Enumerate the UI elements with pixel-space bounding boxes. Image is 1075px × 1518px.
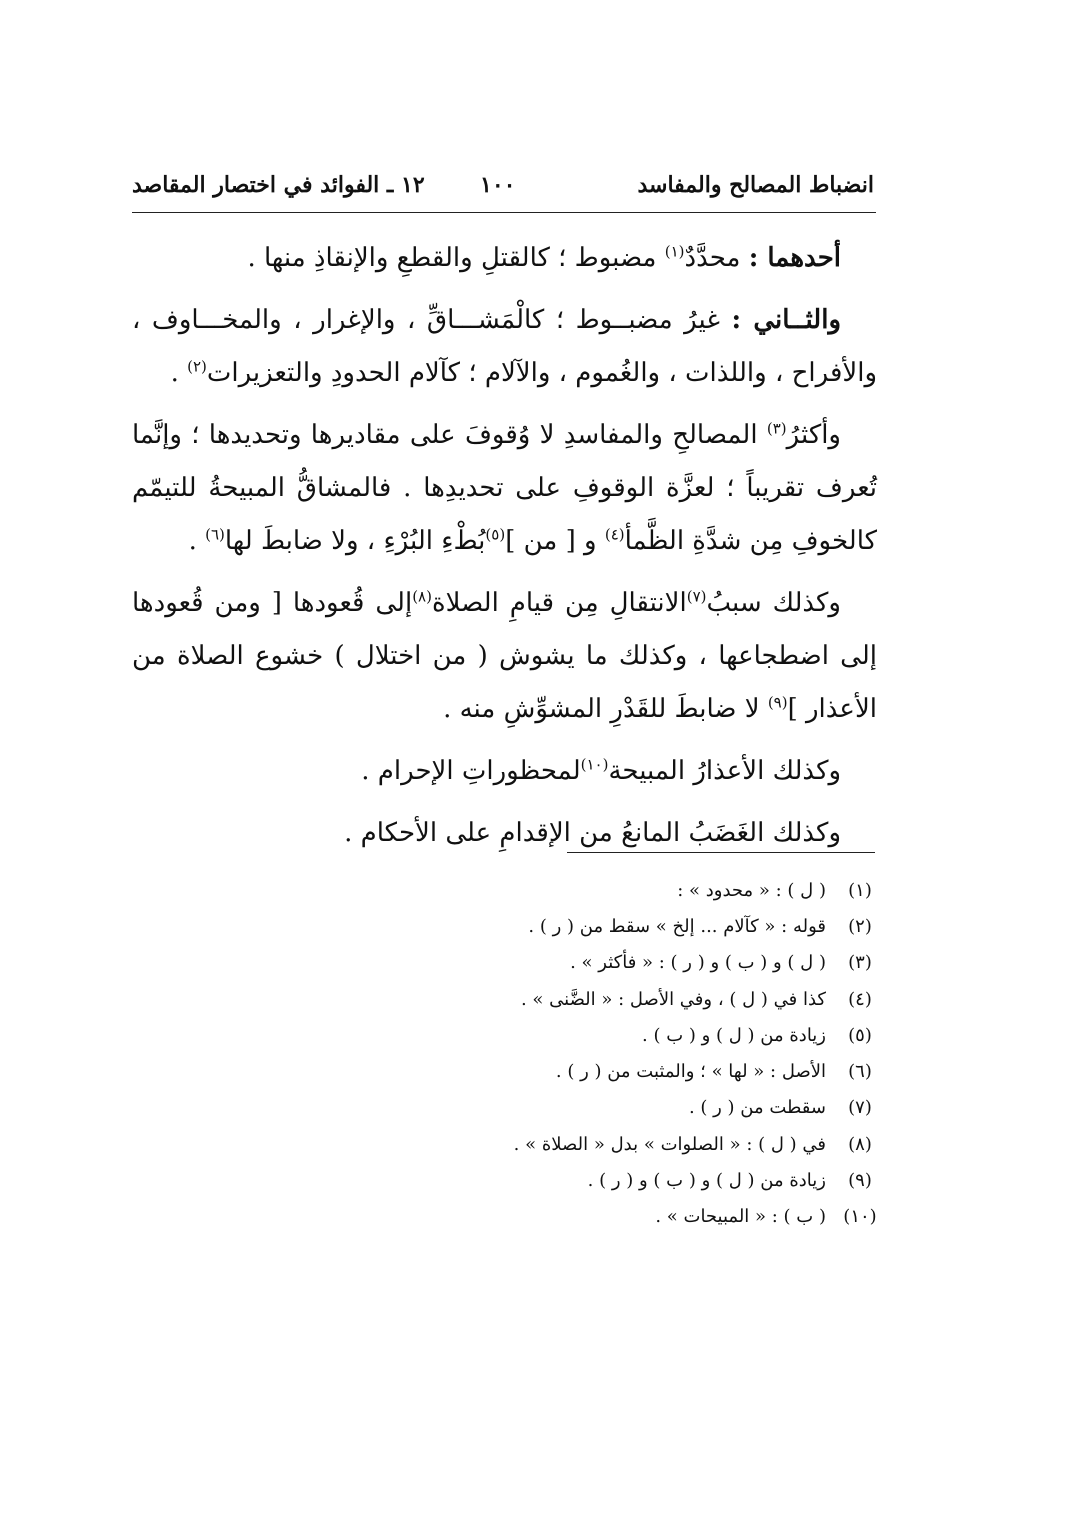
footnote-ref[interactable]: (٧) (686, 587, 707, 606)
paragraph-4: وكذلك سببُ$^{(٧)}$الانتقالِ مِن قيامِ الصلاة$^{(٨)}$إلى قُعودها [ ومن قُعودها إلى اضطجاعها ، وكذلك ما يشوش ( من اختلال ) خشوع الصلاة من الأعذار ]$^{(٩)}$ لا ضابطَ للقَدْرِ المشوِّشِ منه . (132, 587, 877, 724)
footnote-text: في ( ل ) : « الصلوات » بدل « الصلاة » . (513, 1133, 826, 1155)
page-number: ١٠٠ (480, 172, 516, 198)
footnote-number: (٧) (848, 1097, 872, 1119)
paragraph-1: أحدهما : محدَّدٌ$^{(١)}$ مضبوط ؛ كالقتلِ والقطعِ والإنقاذِ منها . (247, 242, 841, 273)
footnote-ref[interactable]: (٤) (604, 525, 625, 544)
footnote-number: (٤) (848, 988, 872, 1010)
footnote-ref[interactable]: (٨) (412, 587, 432, 606)
footnote-text: زيادة من ( ل ) و ( ب ) و ( ر ) . (587, 1170, 826, 1192)
running-header (132, 172, 874, 208)
paragraph-6: وكذلك الغَضَبُ المانعُ من الإقدامِ على الأحكام . (344, 818, 841, 848)
footnote-number: (٨) (848, 1133, 872, 1155)
paragraph-3: وأكثرُ$^{(٣)}$ المصالحِ والمفاسدِ لا وُقوفَ على مقاديرها وتحديدها ؛ وإنَّما تُعرف تقريباً ؛ لعزَّة الوقوفِ على تحديدِها . فالمشاقُّ المبيحةُ للتيمّم كالخوفِ مِن شدَّةِ الظَّمأ$^{(٤)}$ و [ من ]$^{(٥)}$بُطْءِ البُرْءِ ، ولا ضابطَ لها$^{(٦)}$ . (132, 419, 877, 556)
footnote-ref[interactable]: (١٠) (580, 755, 609, 774)
footnote-text: ( ب ) : « المبيحات » . (655, 1206, 826, 1228)
footnote-item (400, 981, 880, 1017)
paragraph-5: وكذلك الأعذارُ المبيحة$^{(١٠)}$لمحظوراتِ الإحرام . (361, 755, 841, 786)
footnote-number: (٦) (848, 1061, 872, 1083)
footnote-ref[interactable]: (٢) (187, 357, 207, 376)
footnote-text: قوله : « كآلام ... إلخ » سقط من ( ر ) . (528, 915, 826, 937)
paragraph-2: والثــاني : غيرُ مضبــوط ؛ كالْمَشـــاقِّ ، والإغرار ، والمخـــاوف ، والأفراح ، واللذات ، والغُموم ، والآلام ؛ كآلام الحدودِ والتعزيرات$^{(٢)}$ . (132, 305, 877, 388)
footnote-item (400, 872, 880, 908)
footnote-ref[interactable]: (٥) (485, 525, 506, 544)
footnote-text: زيادة من ( ل ) و ( ب ) . (642, 1024, 826, 1046)
footnote-item (400, 945, 880, 981)
footnote-item (400, 908, 880, 944)
footnote-ref[interactable]: (٦) (205, 525, 225, 544)
footnote-text: سقطت من ( ر ) . (688, 1097, 826, 1119)
footnote-ref[interactable]: (٣) (766, 419, 787, 438)
footnote-number: (٩) (848, 1170, 872, 1192)
footnote-text: كذا في ( ل ) ، وفي الأصل : « الضَّنى » . (520, 988, 826, 1010)
footnote-number: (٣) (848, 952, 872, 974)
footnote-item (400, 1017, 880, 1053)
footnote-text: الأصل : « لها » ؛ والمثبت من ( ر ) . (555, 1061, 826, 1083)
footnote-item (400, 1090, 880, 1126)
header-rule (132, 212, 876, 213)
main-text (132, 232, 877, 869)
footnote-number: (١٠) (843, 1206, 877, 1228)
footnote-item (400, 1053, 880, 1089)
header-book-title: ١٢ ـ الفوائد في اختصار المقاصد (132, 172, 425, 198)
footnote-text: ( ل ) و ( ب ) و ( ر ) : « فأكثر » . (570, 952, 826, 974)
footnote-separator (567, 852, 875, 853)
footnote-item (400, 1126, 880, 1162)
footnote-ref[interactable]: (٩) (767, 693, 788, 712)
footnote-ref[interactable]: (١) (664, 242, 685, 261)
footnote-number: (٥) (848, 1024, 872, 1046)
footnote-number: (١) (848, 879, 872, 901)
footnote-item (400, 1199, 880, 1235)
footnotes-list (400, 872, 880, 1235)
header-section-title: انضباط المصالح والمفاسد (637, 172, 874, 198)
footnote-number: (٢) (848, 915, 872, 937)
footnote-item (400, 1162, 880, 1198)
footnote-text: ( ل ) : « محدود » : (677, 879, 826, 901)
